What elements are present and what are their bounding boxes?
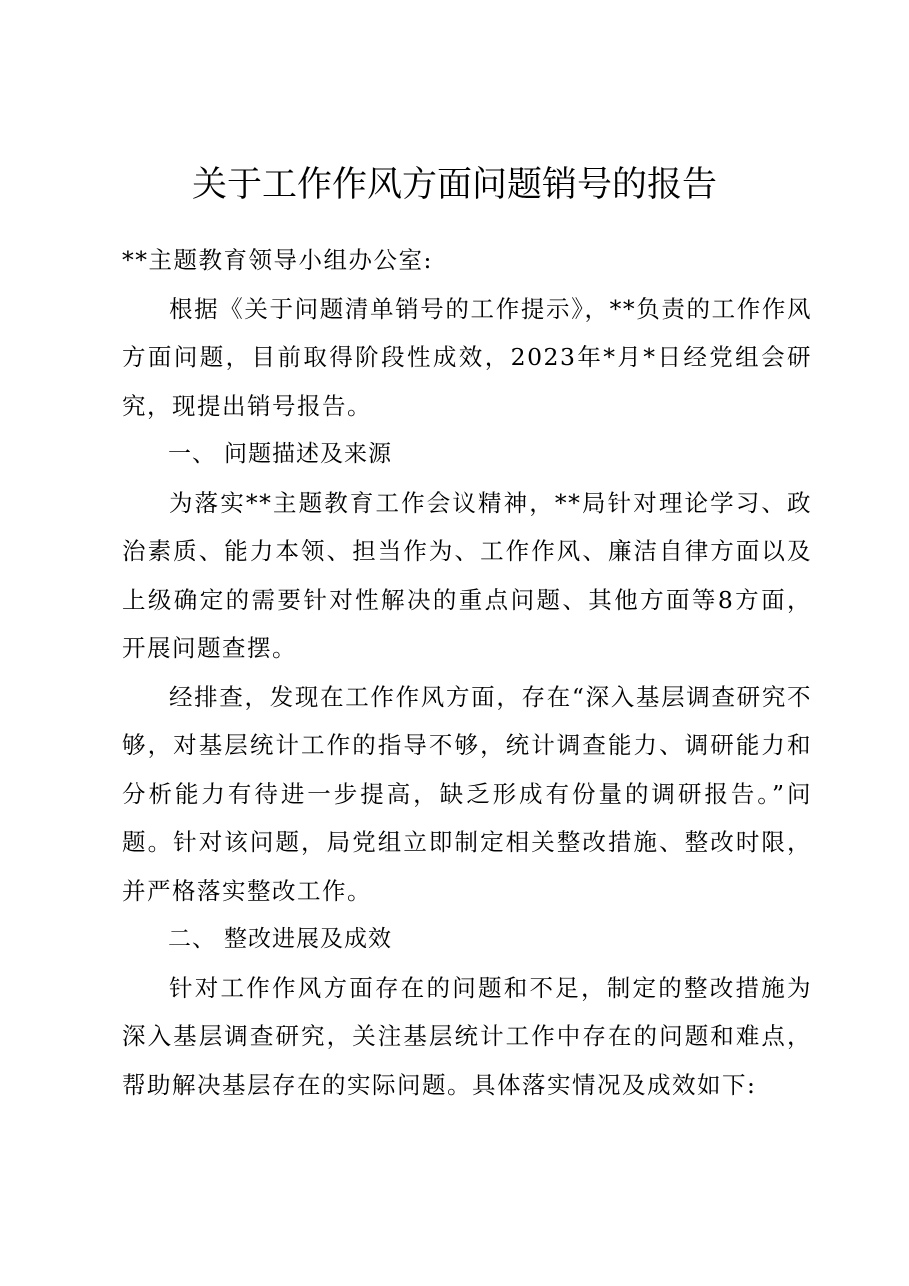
section-title-2: 整改进展及成效 (224, 926, 392, 952)
document-body (122, 236, 812, 1109)
section-number-1: 一、 (168, 441, 216, 467)
paragraph-problem: 经排查，发现在工作作风方面，存在“深入基层调查研究不够，对基层统计工作的指导不够，统计调查能力、调研能力和分析能力有待进一步提高，缺乏形成有份量的调研报告。”问题。针对该问题，局党组立即制定相关整改措施、整改时限，并严格落实整改工作。 (122, 682, 812, 905)
paragraph-source: 为落实**主题教育工作会议精神，**局针对理论学习、政治素质、能力本领、担当作为、工作作风、廉洁自律方面以及上级确定的需要针对性解决的重点问题、其他方面等8方面，开展问题查摆。 (122, 488, 812, 662)
section-number-2: 二、 (168, 926, 216, 952)
salutation: **主题教育领导小组办公室: (122, 246, 433, 274)
section-title-1: 问题描述及来源 (224, 441, 392, 467)
document-title: 关于工作作风方面问题销号的报告 (191, 165, 717, 205)
section-heading-1 (122, 430, 812, 479)
section-heading-2 (122, 915, 812, 964)
paragraph-progress: 针对工作作风方面存在的问题和不足，制定的整改措施为深入基层调查研究，关注基层统计工作中存在的问题和难点，帮助解决基层存在的实际问题。具体落实情况及成效如下: (122, 973, 812, 1099)
paragraph-intro: 根据《关于问题清单销号的工作提示》，**负责的工作作风方面问题，目前取得阶段性成效，2023年*月*日经党组会研究，现提出销号报告。 (122, 294, 812, 420)
